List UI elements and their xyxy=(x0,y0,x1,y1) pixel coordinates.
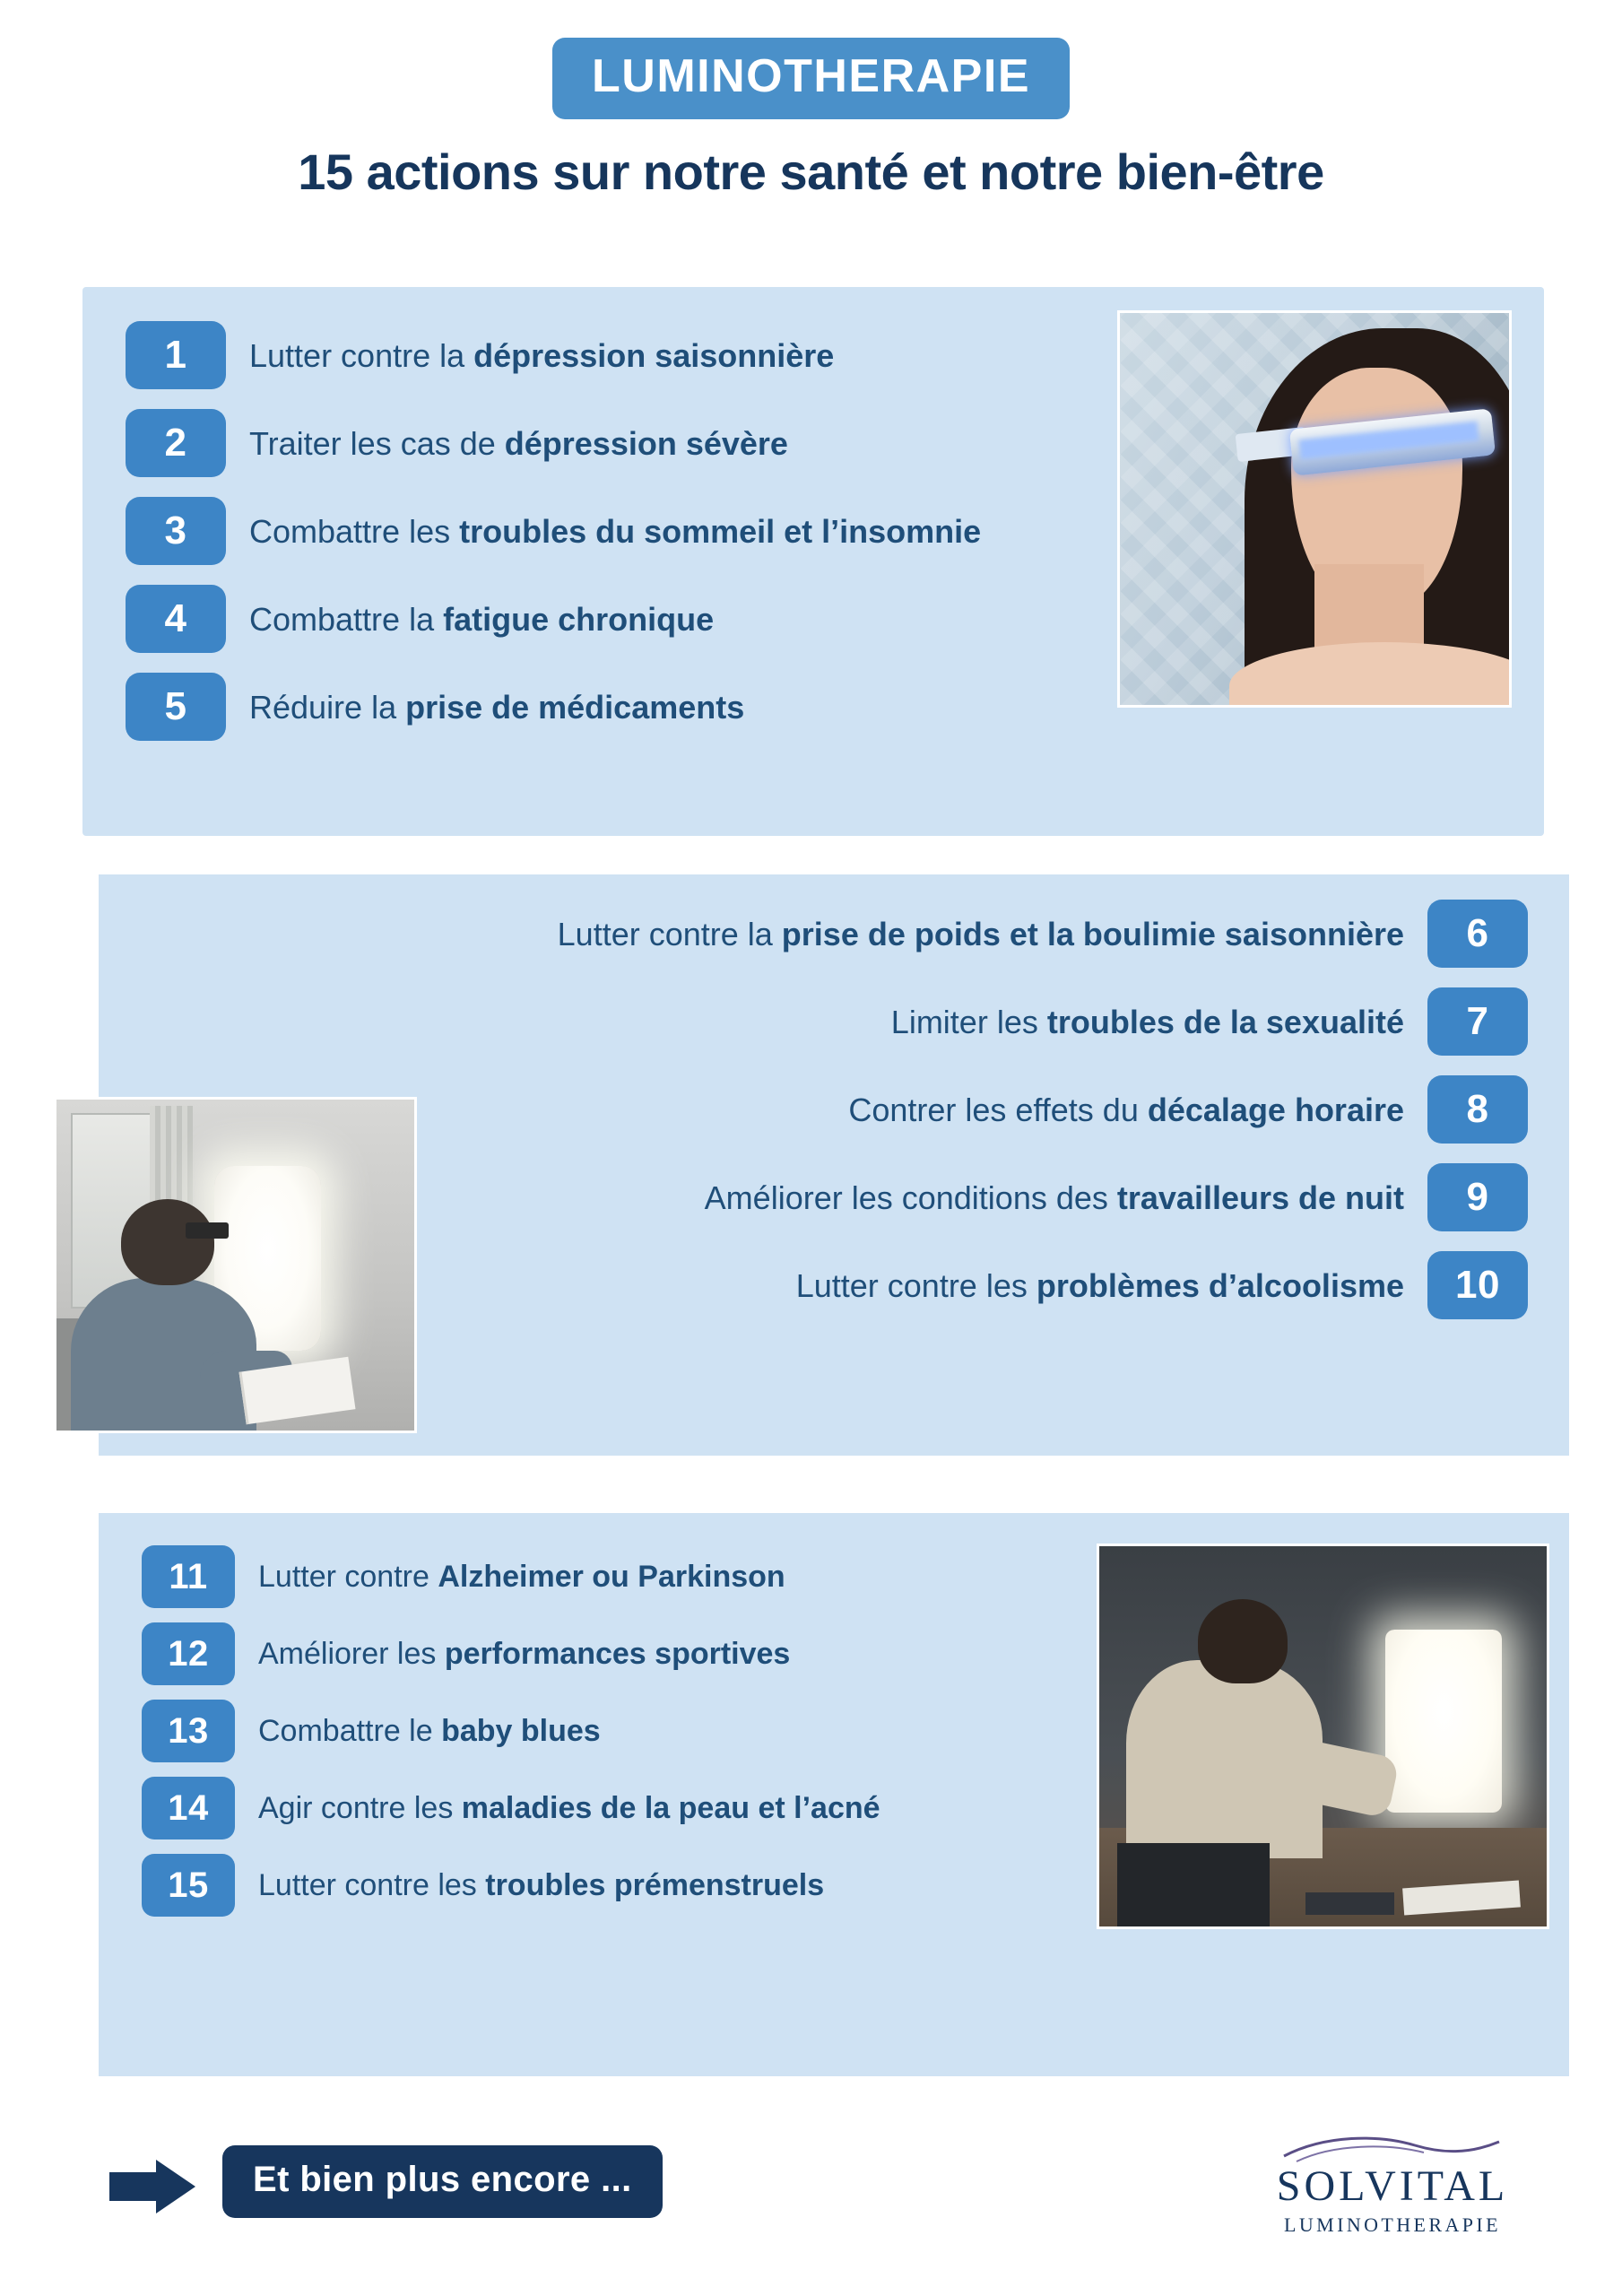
item-number-badge: 11 xyxy=(142,1545,235,1608)
item-text-prefix: Contrer les effets du xyxy=(848,1091,1148,1128)
list-item xyxy=(126,585,981,653)
item-text xyxy=(258,1558,785,1596)
photo-content xyxy=(1099,1546,1547,1926)
item-text-prefix: Lutter contre la xyxy=(557,915,782,952)
list-item xyxy=(126,409,981,477)
page-title-badge: LUMINOTHERAPIE xyxy=(552,38,1070,119)
item-text-bold: prise de médicaments xyxy=(405,688,745,726)
benefits-list-2 xyxy=(558,900,1528,1319)
photo-head xyxy=(121,1199,214,1285)
photo-woman-glasses xyxy=(1117,310,1512,708)
item-text-bold: problèmes d’alcoolisme xyxy=(1036,1266,1404,1304)
arrow-shaft xyxy=(109,2172,160,2201)
list-item xyxy=(142,1700,880,1762)
item-text xyxy=(258,1635,790,1674)
item-text-prefix: Améliorer les conditions des xyxy=(704,1178,1117,1216)
list-item xyxy=(142,1854,880,1917)
list-item xyxy=(796,1251,1528,1319)
logo-tagline: LUMINOTHERAPIE xyxy=(1284,2213,1501,2236)
item-text-prefix: Lutter contre la xyxy=(249,336,474,374)
item-number-badge: 14 xyxy=(142,1777,235,1839)
photo-content xyxy=(1120,313,1509,705)
list-item xyxy=(142,1545,880,1608)
item-text xyxy=(848,1090,1404,1130)
item-text-prefix: Traiter les cas de xyxy=(249,424,505,462)
logo-brand-name: SOLVITAL xyxy=(1276,2162,1509,2210)
list-item xyxy=(558,900,1528,968)
item-text-bold: décalage horaire xyxy=(1147,1091,1404,1128)
benefits-block-3 xyxy=(99,1513,1569,2076)
item-text-prefix: Améliorer les xyxy=(258,1636,445,1671)
item-text-prefix: Lutter contre les xyxy=(258,1867,486,1902)
item-text-bold: travailleurs de nuit xyxy=(1116,1178,1404,1216)
item-text xyxy=(891,1002,1404,1042)
item-number-badge: 7 xyxy=(1427,987,1528,1056)
list-item xyxy=(126,673,981,741)
arrow-head xyxy=(156,2160,195,2213)
item-text-prefix: Limiter les xyxy=(890,1003,1047,1040)
brand-logo xyxy=(1249,2133,1536,2237)
item-text-bold: performances sportives xyxy=(444,1636,791,1671)
item-text-prefix: Lutter contre les xyxy=(795,1266,1037,1304)
list-item xyxy=(126,497,981,565)
item-number-badge: 1 xyxy=(126,321,226,389)
item-text xyxy=(249,335,834,376)
item-number-badge: 4 xyxy=(126,585,226,653)
item-text-bold: Alzheimer ou Parkinson xyxy=(438,1559,785,1594)
poster-footer xyxy=(0,2126,1622,2296)
item-number-badge: 3 xyxy=(126,497,226,565)
photo-content xyxy=(56,1100,414,1431)
item-text xyxy=(705,1178,1404,1218)
list-item xyxy=(142,1622,880,1685)
photo-light-lamp xyxy=(1385,1630,1502,1813)
item-text-bold: troubles de la sexualité xyxy=(1046,1003,1404,1040)
photo-man-reading xyxy=(54,1097,417,1433)
item-number-badge: 6 xyxy=(1427,900,1528,968)
list-item xyxy=(705,1163,1528,1231)
list-item xyxy=(891,987,1528,1056)
item-text xyxy=(249,511,981,552)
item-text-prefix: Combattre les xyxy=(249,512,460,550)
item-text-bold: troubles prémenstruels xyxy=(485,1867,825,1902)
item-text xyxy=(258,1712,601,1751)
photo-eyeglasses xyxy=(186,1222,229,1239)
item-text-bold: dépression saisonnière xyxy=(473,336,835,374)
item-text-bold: maladies de la peau et l’acné xyxy=(461,1790,880,1825)
item-number-badge: 13 xyxy=(142,1700,235,1762)
item-text xyxy=(258,1866,824,1905)
photo-tablet xyxy=(1305,1892,1395,1915)
item-number-badge: 12 xyxy=(142,1622,235,1685)
photo-woman-desk xyxy=(1097,1544,1549,1929)
photo-head xyxy=(1198,1599,1288,1683)
item-text xyxy=(249,687,744,727)
item-text xyxy=(796,1265,1404,1306)
item-number-badge: 2 xyxy=(126,409,226,477)
item-text-prefix: Combattre la xyxy=(249,600,444,638)
item-text-prefix: Lutter contre xyxy=(258,1559,438,1594)
item-text xyxy=(558,914,1404,954)
item-text-bold: dépression sévère xyxy=(504,424,788,462)
list-item xyxy=(126,321,981,389)
item-text xyxy=(249,599,714,639)
item-number-badge: 8 xyxy=(1427,1075,1528,1144)
item-text xyxy=(258,1789,880,1828)
list-item xyxy=(848,1075,1528,1144)
item-text-prefix: Combattre le xyxy=(258,1713,442,1748)
item-text xyxy=(249,423,788,464)
item-number-badge: 15 xyxy=(142,1854,235,1917)
item-number-badge: 9 xyxy=(1427,1163,1528,1231)
item-number-badge: 5 xyxy=(126,673,226,741)
benefits-list-1 xyxy=(126,321,981,741)
item-text-bold: baby blues xyxy=(441,1713,601,1748)
item-text-prefix: Agir contre les xyxy=(258,1790,462,1825)
benefits-block-1 xyxy=(82,287,1544,836)
item-text-bold: prise de poids et la boulimie saisonnière xyxy=(781,915,1404,952)
item-text-bold: fatigue chronique xyxy=(443,600,715,638)
benefits-block-2 xyxy=(99,874,1569,1456)
item-number-badge: 10 xyxy=(1427,1251,1528,1319)
item-text-bold: troubles du sommeil et l’insomnie xyxy=(459,512,982,550)
item-text-prefix: Réduire la xyxy=(249,688,406,726)
photo-lap xyxy=(1117,1843,1270,1926)
page-subtitle: 15 actions sur notre santé et notre bien-être xyxy=(298,143,1324,200)
logo-swoosh-icon xyxy=(1249,2133,1536,2165)
benefits-list-3 xyxy=(142,1545,880,1917)
poster-header xyxy=(0,0,1622,201)
list-item xyxy=(142,1777,880,1839)
cta-banner[interactable]: Et bien plus encore ... xyxy=(222,2145,663,2218)
